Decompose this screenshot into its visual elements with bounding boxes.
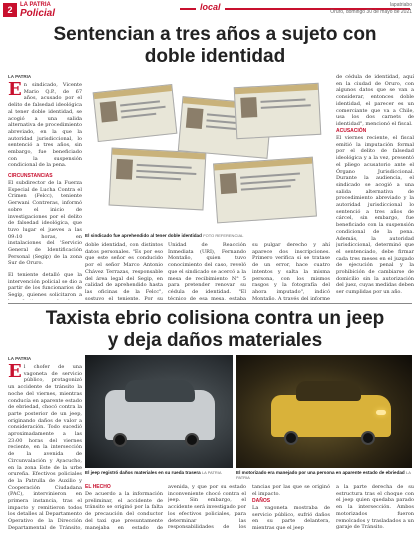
article1-headline: Sentencian a tres años a sujeto con doble identidad	[53, 24, 377, 67]
article1-col4-text: su pulgar derecho y ahí aparece dos inscripciones. Primero verifica si se tratase de un error, hace cuatro intentos y salta la misma persona, con los mismos rasgos y la fotografía del ahora imputado", indicó Montaño. A través del informe	[252, 242, 330, 300]
article1-col1-text3: El teniente detalló que la intervención policial se dio a partir de los funcionarios de Segip, quienes solicitaron a	[8, 272, 82, 299]
article2-dropcap: E	[8, 364, 22, 382]
article2-col1-text: l chofer de una vagoneta de servicio público, protagonizó un accidente de tránsito la noche del viernes, mientras conducía en aparente estado de ebriedad, chocó contra la parte posterior de un jeep, originando daños de valor a consideración. Todo sucedió aproximadamente a las 23:00 horas del viernes reciente, en la intersección de la avenida de Circunvalación y Ayacucho, en la zona Este de la urbe orureña. Efectivos policiales de la Patrulla de Auxilio y Cooperación Ciudadana (PAC), intervinieron en primera instancia, tras el impacto y remitieron todos los detalles al Departamento Operativo de la Dirección Departamental de Tránsito,	[8, 364, 82, 530]
article2-subhead-danos: DAÑOS	[252, 498, 271, 504]
article2-headline: Taxista ebrio colisiona contra un jeep y deja daños materiales	[45, 308, 385, 351]
id-cards-photo	[85, 80, 330, 230]
article2-photo-left-caption	[85, 470, 233, 475]
jeep-wheel	[185, 433, 199, 447]
id-card-image	[109, 148, 207, 211]
article2-subhead-hecho: EL HECHO	[85, 484, 111, 490]
article2-col2-text: De acuerdo a la información preliminar, el accidente de tránsito se originó por la falta de precaución del conductor del taxi que presuntamente manejaba en estado de	[85, 491, 163, 531]
id-card-image	[93, 84, 178, 142]
article2-left-caption-text: El jeep registró daños materiales en su rueda trasera	[85, 470, 201, 475]
article1-col1-text: n sindicado, Vicente Mario Q.P., de 67 años, acusado por el delito de falsedad ideológica al tener doble identidad, se acogió a una salida alternativa de procedimiento abreviado, en la que la autoridad jurisdiccional, lo sentenció a tres años, sin embargo, fue beneficiado con la suspensión condicional de la pena.	[8, 82, 82, 169]
article2-col3-text: avenida, y que por su estado inconveniente chocó contra el jeep. Sin embargo, el accidente será investigado por los efectivos policiales, para determinar las responsabilidades de los	[168, 484, 246, 531]
id-card-image	[213, 157, 317, 224]
article1-col1-text2: El subdirector de la Fuerza Especial de Lucha Contra el Crimen (Felcc), teniente Gerwani Contreras, informó sobre el inicio de investigaciones por el delito de falsedad ideológica, que tuvo lugar el jueves a las 09:10 horas, en instalaciones del 'Servicio General de Identificación Personal (Segip) de la zona Sur de Oruro.	[8, 180, 82, 267]
article1-subhead-acusacion: ACUSACIÓN	[336, 128, 367, 134]
article1-caption-text: El sindicado fue aprehendido al tener doble identidad	[85, 233, 202, 238]
article1-col2-text: doble identidad, con distintos datos personales. "Es por eso que este señor es conducido por el señor Marco Antonio Chávez Terrazas, responsable del área legal del Segip, en calidad de aprehendido hasta las oficinas de la Felcc", sostuvo el teniente. Por su	[85, 242, 163, 300]
section-label: local	[196, 2, 225, 12]
jeep-wheel	[113, 433, 127, 447]
article2-col1-lead	[8, 364, 82, 530]
jeep-window	[125, 380, 195, 402]
jeep-photo	[85, 355, 233, 468]
taxi-wheel	[361, 431, 375, 445]
article1-dropcap: E	[8, 82, 22, 100]
article2-left-photo-credit: LA PATRIA	[201, 470, 222, 475]
article1-col5-text: de cédula de identidad, aquí en la ciudad de Oruro, con algunos datos que se van a considerar, entonces doble identidad, el parecer es un comerciante que va a Chile, usa los dos carnets de identidad", mencionó el fiscal.	[336, 74, 414, 126]
newspaper-logo-top: LA PATRIA	[20, 2, 51, 8]
article2-right-photo-credit: LA PATRIA	[236, 470, 411, 480]
article1-subhead-circunstancias: CIRCUNSTANCIAS	[8, 173, 53, 179]
brand-text: lapatriabo	[390, 2, 412, 8]
id-card-image	[234, 83, 322, 139]
taxi-wheel	[284, 431, 298, 445]
article2-col4-text2: La vagoneta mostraba de servicio público, sufrió daños en su parte delantera, mientras que el jeep	[252, 505, 330, 531]
article2-photo-right-caption	[236, 470, 412, 480]
article1-col3-text: Unidad de Reacción Inmediata (URI), Fernando Montaño, quien tuvo conocimiento del caso, reveló que el sindicado se acercó a la mesa de recibimiento N° 5 para pretender renovar su cédula de identidad. "El técnico de esa mesa, estaba	[168, 242, 246, 300]
article2-byline: LA PATRIA	[8, 356, 32, 361]
article-divider	[8, 303, 412, 304]
article1-col1-lead	[8, 82, 82, 172]
issue-date: Oruro, domingo 30 de mayo de 2021	[330, 9, 412, 15]
article1-col5-text2: El viernes reciente, el fiscal emitió la imputación formal por el delito de falsedad ideológica y a la vez, presentó el pliego acusatorio ante el Órgano Jurisdiccional. Durante la audiencia, el sindicado se acogió a una salida alternativa de procedimiento abreviado y la autoridad jurisdiccional lo sentenció a tres años de cárcel, sin embargo, fue beneficiado con la suspensión condicional de la pena. Además, la autoridad jurisdiccional, determinó que el sentenciado, debe firmar cada tres meses en el juzgado de ejecución penal y la prohibición de cambiarse de domicilio sin la autorización del juez, cuyas medidas deben ser cumplidas por un año.	[336, 135, 414, 296]
page-header	[0, 0, 420, 20]
article2-col5-text: a la parte derecha de su estructura tras el choque con el jeep quien quedaba parado en la intersección. Ambos motorizados fueron remolcados y trasladados a un garaje de Tránsito.	[336, 484, 414, 531]
article1-byline: LA PATRIA	[8, 74, 32, 79]
taxi-window	[296, 381, 361, 401]
newspaper-logo-section: Policial	[20, 8, 56, 19]
article2-col4-text: tancias por las que se originó el impacto.	[252, 484, 330, 496]
article1-photo-credit: FOTO REFERENCIAL	[203, 233, 244, 238]
article2-right-caption-text: El motorizado era manejado por una persona en aparente estado de ebriedad	[236, 470, 405, 475]
page-number: 2	[3, 3, 17, 17]
taxi-headlight	[376, 410, 386, 415]
article1-photo-caption	[85, 233, 330, 238]
taxi-photo	[236, 355, 412, 468]
